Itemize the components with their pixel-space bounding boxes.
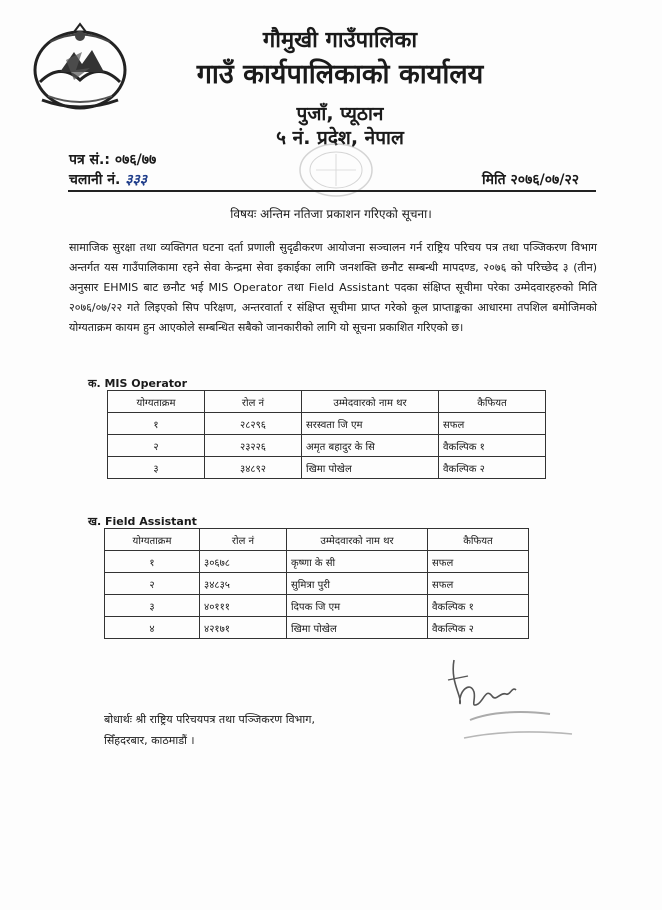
table-row [105,573,529,595]
roll-cell: २८२९६ [205,413,302,435]
dispatch-number-value: ३३३ [125,172,148,188]
header-rank: योग्यताक्रम [105,529,200,551]
table-row [108,457,546,479]
roll-cell: ३४८९२ [205,457,302,479]
table-row [105,551,529,573]
remarks-cell: वैकल्पिक १ [428,595,529,617]
letter-number [69,150,156,169]
rank-cell: २ [108,435,205,457]
rank-cell: २ [105,573,200,595]
header-name: उम्मेदवारको नाम थर [287,529,428,551]
rank-cell: ३ [105,595,200,617]
section-mis-operator-title: क. MIS Operator [88,377,188,390]
date-value: २०७६/०७/२२ [510,172,579,188]
table-row [105,595,529,617]
remarks-cell: वैकल्पिक २ [428,617,529,639]
remarks-cell: सफल [428,551,529,573]
remarks-cell: वैकल्पिक २ [439,457,546,479]
letter-number-label: पत्र सं.: [69,152,115,168]
office-name: गौमुखी गाउँपालिका [262,28,418,53]
table-row [105,617,529,639]
rank-cell: १ [105,551,200,573]
remarks-cell: सफल [428,573,529,595]
letter-number-value: ०७६/७७ [114,152,157,168]
table-row [108,435,546,457]
header-roll: रोल नं [200,529,287,551]
official-signature [440,652,580,750]
rank-cell: १ [108,413,205,435]
name-cell: दिपक जि एम [287,595,428,617]
name-cell: सुमित्रा पुरी [287,573,428,595]
letter-date [482,170,579,189]
remarks-cell: सफल [439,413,546,435]
header-remarks: कैफियत [428,529,529,551]
roll-cell: ४०१११ [200,595,287,617]
rank-cell: ४ [105,617,200,639]
name-cell: कृष्णा के सी [287,551,428,573]
office-title: गाउँ कार्यपालिकाको कार्यालय [196,59,484,90]
header-name: उम्मेदवारको नाम थर [302,391,439,413]
copy-to-line2: सिँहदरबार, काठमाडौं । [104,734,195,747]
dispatch-number-label: चलानी नं. [69,172,126,188]
field-assistant-table [104,528,529,639]
header-remarks: कैफियत [439,391,546,413]
copy-to-line1: बोधार्थः श्री राष्ट्रिय परिचयपत्र तथा पञ्जिकरण विभाग, [104,713,315,726]
roll-cell: ३४८३५ [200,573,287,595]
table-header-row [108,391,546,413]
header-rank: योग्यताक्रम [108,391,205,413]
header-divider [68,190,596,192]
header-roll: रोल नं [205,391,302,413]
notice-subject: विषयः अन्तिम नतिजा प्रकाशन गरिएको सूचना। [230,207,432,221]
table-header-row [105,529,529,551]
notice-body: सामाजिक सुरक्षा तथा व्यक्तिगत घटना दर्ता प्रणाली सुदृढीकरण आयोजना सञ्चालन गर्न राष्ट्रिय परिचय पत्र तथा पञ्जिकरण विभाग अन्तर्गत यस गाउँपालिकामा रहने सेवा केन्द्रमा सेवा इकाईका लागि जनशक्ति छनौट सम्बन्धी मापदण्ड, २०७६ को परिच्छेद ३ (तीन) अनुसार EHMIS बाट छनौट भई MIS Operator तथा Field Assistant पदका संक्षिप्त सूचीमा परेका उम्मेदवारहरुको मिति २०७६/०७/२२ गते लिइएको सिप परिक्षण, अन्तरवार्ता र संक्षिप्त सूचीमा प्राप्त गरेको कूल प्राप्ताङ्कका आधारमा तपशिल बमोजिमको योग्यताक्रम कायम हुन आएकोले सम्बन्धित सबैको जानकारीको लागि यो सूचना प्रकाशित गरिएको छ। [69,241,597,334]
section-field-assistant-title: ख. Field Assistant [88,515,197,528]
name-cell: खिमा पोखेल [302,457,439,479]
office-province: ५ नं. प्रदेश, नेपाल [276,127,404,149]
nepal-government-emblem [30,22,130,114]
roll-cell: २३२२६ [205,435,302,457]
table-row [108,413,546,435]
mis-operator-table [107,390,546,479]
roll-cell: ३०६७८ [200,551,287,573]
name-cell: सरस्वता जि एम [302,413,439,435]
date-label: मिति [482,172,511,188]
name-cell: खिमा पोखेल [287,617,428,639]
name-cell: अमृत बहादुर के सि [302,435,439,457]
office-location: पुजाँ, प्यूठान [296,103,384,125]
dispatch-number [69,170,147,189]
roll-cell: ४२१७१ [200,617,287,639]
rank-cell: ३ [108,457,205,479]
remarks-cell: वैकल्पिक १ [439,435,546,457]
